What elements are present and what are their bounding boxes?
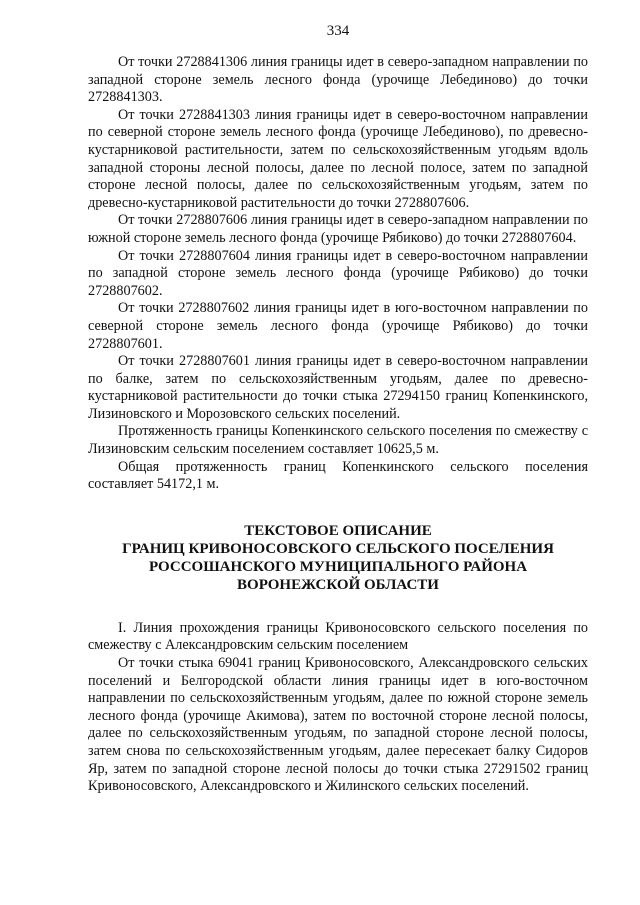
heading-line: ВОРОНЕЖСКОЙ ОБЛАСТИ bbox=[237, 576, 439, 593]
paragraph: От точки 2728807602 линия границы идет в юго-восточном направлении по северной стороне земель лесного фонда (урочище Рябиково) до точки 2728807601. bbox=[88, 300, 588, 352]
paragraph: Протяженность границы Копенкинского сельского поселения по смежеству с Лизиновским сельским поселением составляет 10625,5 м. bbox=[88, 423, 588, 458]
heading-line: ГРАНИЦ КРИВОНОСОВСКОГО СЕЛЬСКОГО ПОСЕЛЕНИЯ bbox=[122, 540, 554, 557]
heading-line: ТЕКСТОВОЕ ОПИСАНИЕ bbox=[244, 522, 432, 539]
paragraph: От точки 2728807601 линия границы идет в северо-восточном направлении по балке, затем по сельскохозяйственным угодьям, далее по древесно-кустарниковой растительности до точки стыка 27294150 границ Копенкинского, Лизиновского и Морозовского сельских поселений. bbox=[88, 353, 588, 422]
paragraph: От точки стыка 69041 границ Кривоносовского, Александровского сельских поселений и Белгородской области линия границы идет в юго-восточном направлении по сельскохозяйственным угодьям, далее по южной стороне земель лесного фонда (урочище Акимова), затем по восточной стороне лесной полосы, далее по сельскохозяйственным угодьям, по западной стороне лесной полосы, затем снова по сельскохозяйственным угодьям, далее пересекает балку Сидоров Яр, затем по западной стороне лесной полосы до точки стыка 27291502 границ Кривоносовского, Александровского и Жилинского сельских поселений. bbox=[88, 655, 588, 795]
page-number: 334 bbox=[326, 23, 350, 39]
section-heading bbox=[88, 522, 588, 594]
paragraph: От точки 2728841306 линия границы идет в северо-западном направлении по западной стороне земель лесного фонда (урочище Лебединово) до точки 2728841303. bbox=[88, 54, 588, 106]
paragraph: От точки 2728841303 линия границы идет в северо-восточном направлении по северной стороне земель лесного фонда (урочище Лебединово), по древесно-кустарниковой растительности, затем по сельскохозяйственным угодьям вдоль западной стороны лесной полосы, далее по лесной полосе, затем по западной стороне лесной полосы, далее по сельскохозяйственным угодьям, затем по древесно-кустарниковой растительности до точки 2728807606. bbox=[88, 106, 588, 211]
paragraph: От точки 2728807604 линия границы идет в северо-восточном направлении по западной стороне земель лесного фонда (урочище Рябиково) до точки 2728807602. bbox=[88, 247, 588, 299]
document-page bbox=[88, 22, 588, 796]
paragraph: I. Линия прохождения границы Кривоносовского сельского поселения по смежеству с Александровским сельским поселением bbox=[88, 619, 588, 654]
heading-line: РОССОШАНСКОГО МУНИЦИПАЛЬНОГО РАЙОНА bbox=[148, 558, 528, 575]
paragraph: От точки 2728807606 линия границы идет в северо-западном направлении по южной стороне земель лесного фонда (урочище Рябиково) до точки 2728807604. bbox=[88, 212, 588, 246]
paragraph: Общая протяженность границ Копенкинского сельского поселения составляет 54172,1 м. bbox=[88, 458, 588, 493]
